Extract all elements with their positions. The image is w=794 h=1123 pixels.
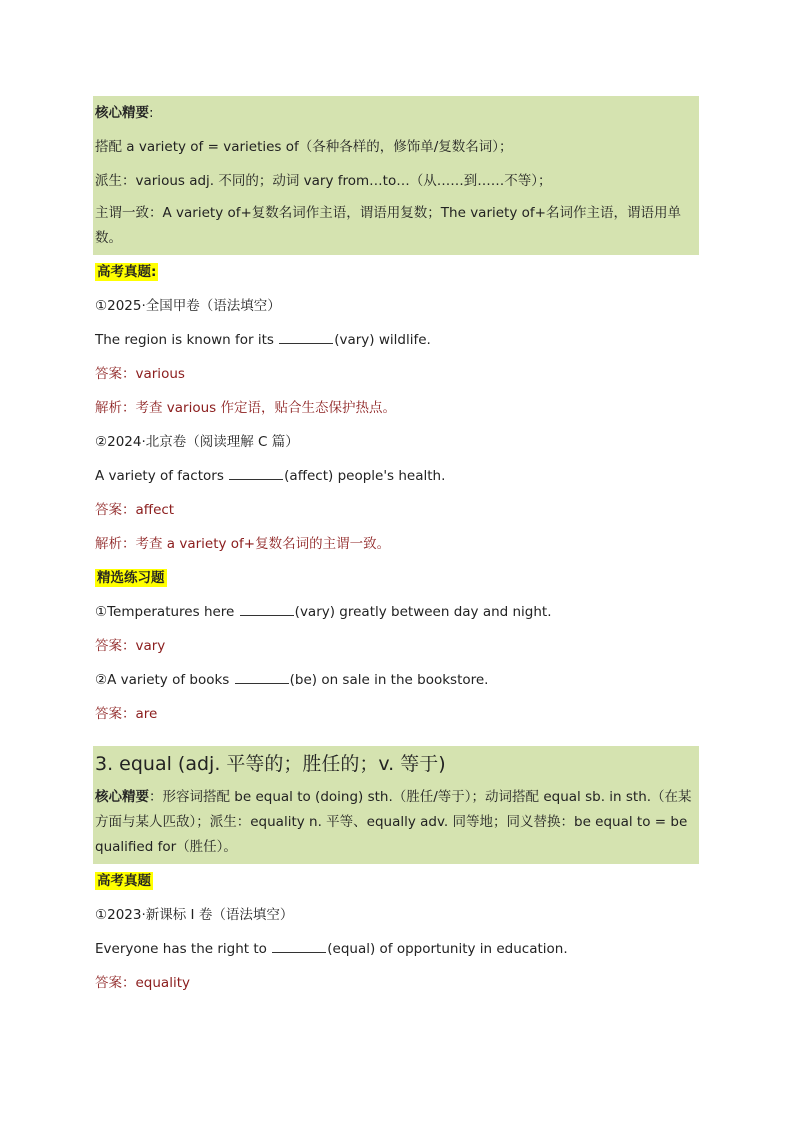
practice-text-after: (be) on sale in the bookstore. <box>289 672 489 688</box>
core-summary-label: 核心精要 <box>95 105 149 121</box>
answer-value: are <box>135 706 158 722</box>
question-text-after: (equal) of opportunity in education. <box>327 941 568 957</box>
question-text-after: (vary) wildlife. <box>334 332 431 348</box>
section-heading: 3. equal (adj. 平等的；胜任的；v. 等于) <box>93 746 699 782</box>
core-summary-colon: : <box>149 105 154 121</box>
question-sentence <box>93 323 699 357</box>
question-text-after: (affect) people's health. <box>284 468 446 484</box>
practice-sentence <box>93 595 699 629</box>
answer-line <box>93 966 699 1000</box>
answer-label: 答案： <box>95 975 136 991</box>
analysis-line <box>93 391 699 425</box>
answer-label: 答案： <box>95 706 136 722</box>
practice-heading <box>93 561 699 595</box>
practice-text-after: (vary) greatly between day and night. <box>294 604 552 620</box>
answer-blank[interactable] <box>229 467 283 480</box>
core-derivation-line: 派生：various adj. 不同的；动词 vary from…to…（从……到……不等）； <box>95 173 552 189</box>
core-summary-text: ：形容词搭配 be equal to (doing) sth.（胜任/等于）；动词搭配 equal sb. in sth.（在某方面与某人匹敌）；派生：equality n. 平等、equally adv. 同等地；同义替换：be equal to = be qualified for（胜任）。 <box>95 789 692 855</box>
answer-value: affect <box>135 502 175 518</box>
core-summary-label: 核心精要 <box>95 789 149 805</box>
gaokao-label: 高考真题 <box>97 873 151 889</box>
document-page <box>93 96 699 1000</box>
analysis-line <box>93 527 699 561</box>
practice-sentence <box>93 663 699 697</box>
question-text-before: The region is known for its <box>95 332 274 348</box>
question-text-before: A variety of factors <box>95 468 224 484</box>
question-source: ②2024·北京卷（阅读理解 C 篇） <box>95 434 299 450</box>
answer-blank[interactable] <box>272 940 326 953</box>
core-agreement-line: 主谓一致：A variety of+复数名词作主语，谓语用复数；The variety of+名词作主语，谓语用单数。 <box>95 205 681 246</box>
gaokao-heading <box>93 864 699 898</box>
analysis-text: 考查 a variety of+复数名词的主谓一致。 <box>135 536 391 552</box>
answer-line <box>93 697 699 731</box>
question-source: ①2023·新课标 I 卷（语法填空） <box>95 907 294 923</box>
question-sentence <box>93 459 699 493</box>
core-summary-title <box>93 96 699 130</box>
core-summary-box <box>93 96 699 255</box>
question-text-before: Everyone has the right to <box>95 941 267 957</box>
answer-label: 答案： <box>95 502 136 518</box>
answer-line <box>93 493 699 527</box>
question-sentence <box>93 932 699 966</box>
answer-value: equality <box>135 975 190 991</box>
practice-text-before: ①Temperatures here <box>95 604 235 620</box>
answer-value: various <box>135 366 185 382</box>
gaokao-heading <box>93 255 699 289</box>
practice-label: 精选练习题 <box>97 570 165 586</box>
core-collocation-line: 搭配 a variety of = varieties of（各种各样的，修饰单/复数名词）； <box>95 139 513 155</box>
answer-line <box>93 357 699 391</box>
answer-value: vary <box>135 638 166 654</box>
answer-blank[interactable] <box>279 331 333 344</box>
analysis-label: 解析： <box>95 536 136 552</box>
answer-blank[interactable] <box>240 603 294 616</box>
core-summary-paragraph <box>93 782 699 864</box>
analysis-label: 解析： <box>95 400 136 416</box>
question-source: ①2025·全国甲卷（语法填空） <box>95 298 281 314</box>
answer-label: 答案： <box>95 366 136 382</box>
practice-text-before: ②A variety of books <box>95 672 230 688</box>
answer-label: 答案： <box>95 638 136 654</box>
analysis-text: 考查 various 作定语，贴合生态保护热点。 <box>135 400 396 416</box>
answer-blank[interactable] <box>235 671 289 684</box>
answer-line <box>93 629 699 663</box>
gaokao-label: 高考真题: <box>97 264 157 280</box>
